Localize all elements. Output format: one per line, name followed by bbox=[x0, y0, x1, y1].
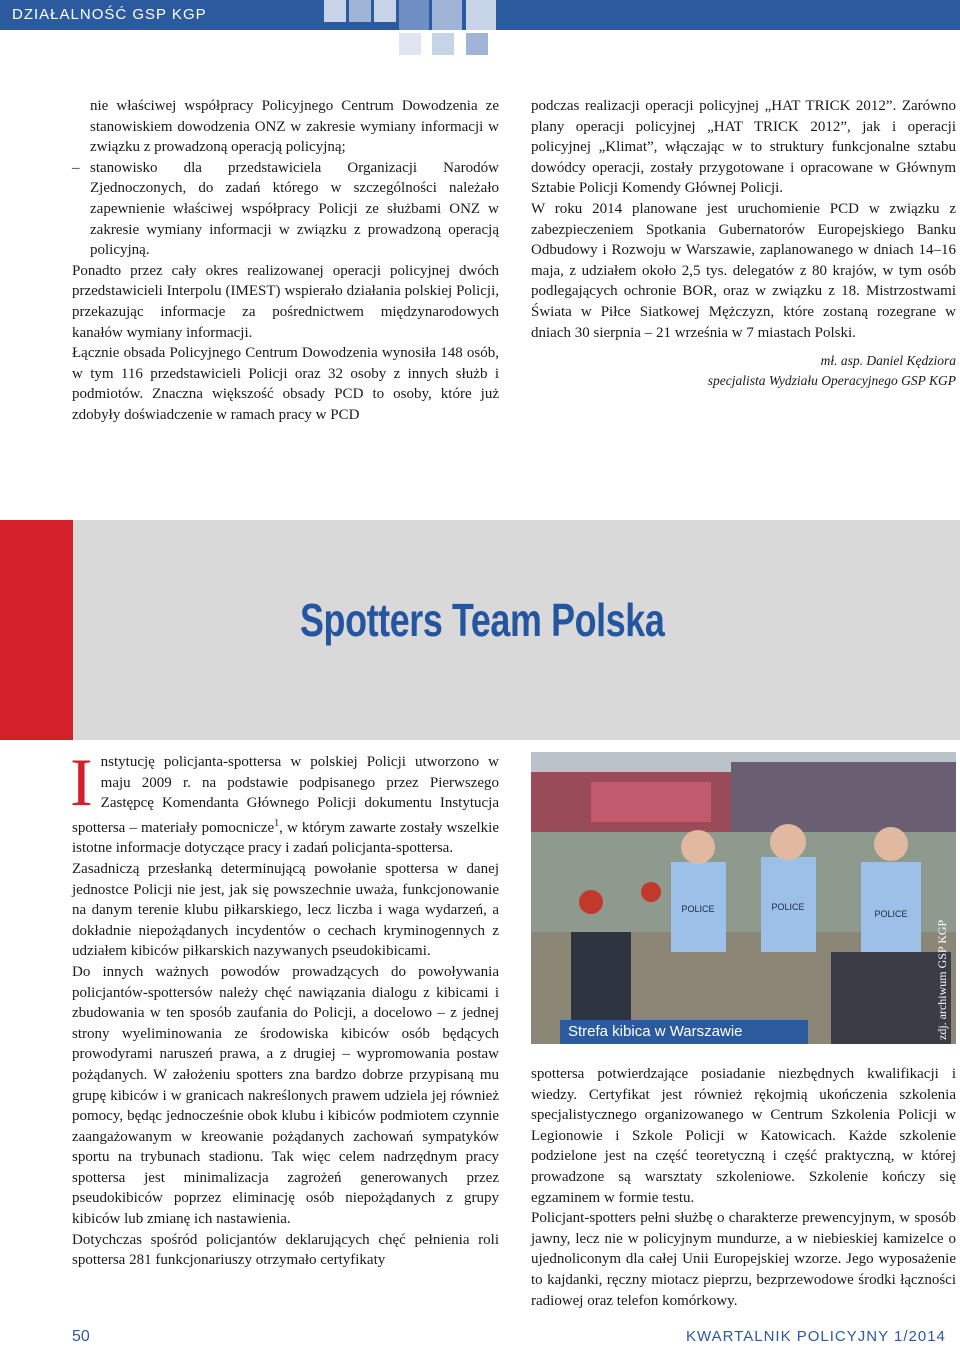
article-title: Spotters Team Polska bbox=[300, 594, 665, 646]
paragraph: W roku 2014 planowane jest uruchomienie PCD w związku z zabezpieczeniem Spotkania Gubernatorów Europejskiego Banku Odbudowy i Rozwoju w Warszawie, zaplanowanego w dniach 14–16 maja, z udziałem około 2,5 tys. delegatów z 80 krajów, w tym osób podlegających ochronie BOR, oraz w związku z 18. Mistrzostwami Świata w Piłce Siatkowej Mężczyzn, które zostaną rozegrane w dniach 30 sierpnia – 21 września w 7 miastach Polski. bbox=[531, 200, 956, 341]
vest-label: POLICE bbox=[771, 902, 805, 912]
dash-marker: – bbox=[72, 159, 80, 176]
vest-label: POLICE bbox=[681, 904, 715, 914]
paragraph: spottersa potwierdzające posiadanie niezbędnych kwalifikacji i wiedzy. Certyfikat jest również rękojmią ukończenia szkolenia specjalistycznego organizowanego w Centrum Szkolenia Policji w Legionowie i Szkole Policji w Katowicach. Każde szkolenie podzielone jest na część teoretyczną i część praktyczną, w której prowadzone są warsztaty szkoleniowe. Szkolenie kończy się egzaminem w formie testu. bbox=[531, 1066, 956, 1206]
author-name: mł. asp. Daniel Kędziora bbox=[820, 353, 956, 369]
paragraph: Zasadniczą przesłanką determinującą powołanie spottersa w danej jednostce Policji nie jest, jak się powszechnie uważa, funkcjonowanie na danym terenie klubu piłkarskiego, lecz liczba i waga wydarzeń, a dokładnie niepożądanych incydentów o cechach kryminogennych z udziałem kibiców piłkarskich nazywanych pseudokibicami. bbox=[72, 860, 499, 960]
left-column-top bbox=[72, 96, 499, 426]
page-number: 50 bbox=[72, 1328, 90, 1345]
drop-cap: I bbox=[70, 744, 93, 820]
photo-fan-zone bbox=[531, 752, 956, 1044]
photo-caption: Strefa kibica w Warszawie bbox=[560, 1020, 808, 1044]
paragraph: Policjant-spotters pełni służbę o charakterze prewencyjnym, w sposób jawny, lecz nie w policyjnym mundurze, a w niebieskiej kamizelce o ujednoliconym dla całej Unii Europejskiej wzorze. Jego wyposażenie to kajdanki, ręczny miotacz pieprzu, bezprzewodowe środki łączności radiowej oraz telefon komórkowy. bbox=[531, 1210, 956, 1309]
article-right-column bbox=[531, 1064, 956, 1311]
list-item: – stanowisko dla przedstawiciela Organizacji Narodów Zjednoczonych, do zadań którego w szczególności należało zapewnienie właściwej współpracy Policji ze służbami ONZ w zakresie wymiany informacji w związku z prowadzoną operacją policyjną. bbox=[72, 159, 499, 259]
right-column-top bbox=[531, 96, 956, 391]
vest-label: POLICE bbox=[874, 909, 908, 919]
journal-name: KWARTALNIK POLICYJNY 1/2014 bbox=[686, 1328, 946, 1345]
red-accent-block bbox=[0, 520, 73, 740]
photo-credit: zdj. archiwum GSP KGP bbox=[935, 919, 949, 1040]
paragraph: Dotychczas spośród policjantów deklarujących chęć pełnienia roli spottersa 281 funkcjonariuszy otrzymało certyfikaty bbox=[72, 1231, 499, 1269]
section-title: DZIAŁALNOŚĆ GSP KGP bbox=[12, 6, 207, 23]
bullet-list bbox=[72, 158, 499, 261]
footnote-ref: 1 bbox=[274, 817, 280, 829]
author-role: specjalista Wydziału Operacyjnego GSP KGP bbox=[707, 373, 956, 389]
paragraph: Ponadto przez cały okres realizowanej operacji policyjnej dwóch przedstawicieli Interpolu (IMEST) wspierało działania polskiej Policji, przekazując informacje za pośrednictwem międzynarodowych kanałów wymiany informacji. bbox=[72, 262, 499, 341]
lead-paragraph: Instytucję policjanta-spottersa w polskiej Policji utworzono w maju 2009 r. na podstawie podpisanego przez Pierwszego Zastępcę Komendanta Głównego Policji dokumentu Instytucja spottersa – materiały pomocnicze$^1$, w którym zawarte zostały wszelkie istotne informacje dotyczące pracy i zadań policjanta-spottersa. bbox=[70, 744, 499, 857]
paragraph-continued: nie właściwej współpracy Policyjnego Centrum Dowodzenia ze stanowiskiem dowodzenia ONZ w zakresie wymiany informacji w związku z prowadzoną operacją policyjną; bbox=[90, 98, 499, 156]
paragraph: Łącznie obsada Policyjnego Centrum Dowodzenia wynosiła 148 osób, w tym 116 przedstawicieli Policji oraz 32 osoby z innych służb i podmiotów. Znaczna większość obsady PCD to osoby, które już zdobyły doświadczenie w ramach pracy w PCD bbox=[72, 345, 499, 423]
photo-illustration bbox=[531, 752, 956, 1044]
paragraph: podczas realizacji operacji policyjnej „HAT TRICK 2012”. Zarówno plany operacji policyjnej „HAT TRICK 2012”, jak i operacji policyjnej „Klimat”, włączając w to struktury funkcjonalne sztabu dowódcy operacji, zostały przygotowane i opracowane w Głównym Sztabie Policji Komendy Głównej Policji. bbox=[531, 98, 956, 197]
article-left-column bbox=[70, 744, 499, 1271]
paragraph: Do innych ważnych powodów prowadzących do powoływania policjantów-spottersów należy chęć nawiązania dialogu z kibicami i zbudowania w ten sposób zaufania do Policji, a docelowo – z jednej strony wyeliminowania ze środowiska kibiców osób będących prowodyrami naruszeń prawa, a z drugiej – wypromowania postaw pożądanych. W założeniu spotters zna bardzo dobrze przypisaną mu grupę kibiców i w granicach nakreślonych prawem udziela jej również pomocy, będąc jednocześnie obok klubu i kibiców podmiotem czynnie zaangażowanym w kreowanie pożądanych zachowań sympatyków sportu na trybunach stadionu. Tak więc celem nadrzędnym pracy spottersa jest minimalizacja zagrożeń generowanych przez pseudokibiców poprzez eliminację osób niepożądanych z grupy kibiców lub zmianę ich nastawienia. bbox=[72, 963, 499, 1228]
